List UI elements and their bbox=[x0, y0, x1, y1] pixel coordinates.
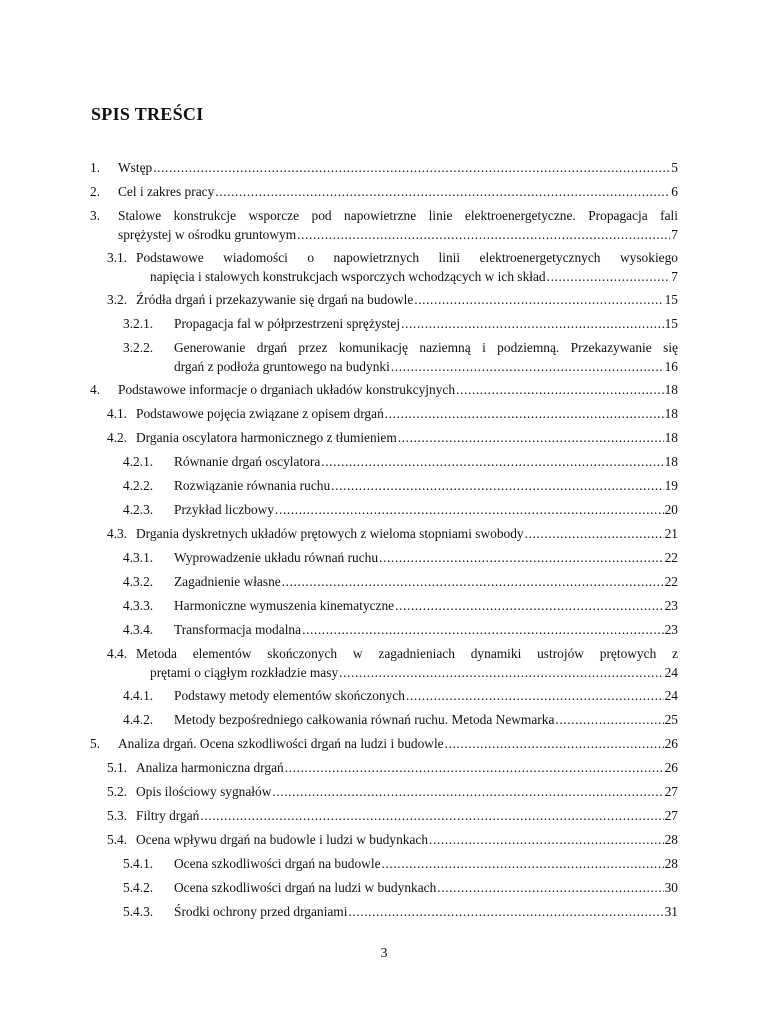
toc-entry-title: Transformacja modalna bbox=[174, 622, 302, 637]
dot-leader bbox=[153, 158, 670, 177]
toc-entry-title-line1: Metoda elementów skończonych w zagadnieniach dynamiki ustrojów prętowych z bbox=[136, 646, 678, 661]
toc-entry-number: 5.4.2. bbox=[123, 880, 154, 895]
toc-entry-title: Wyprowadzenie układu równań ruchu bbox=[174, 550, 379, 565]
toc-entry-number: 4.2.1. bbox=[123, 454, 154, 469]
toc-entry-title: Środki ochrony przed drganiami bbox=[174, 904, 348, 919]
toc-entry[interactable] bbox=[90, 428, 678, 447]
dot-leader bbox=[348, 902, 663, 921]
toc-entry-number: 5.4.3. bbox=[123, 904, 154, 919]
toc-entry-page: 15 bbox=[664, 292, 678, 307]
toc-entry-number: 5.2. bbox=[107, 784, 128, 799]
toc-entry-page: 18 bbox=[664, 382, 678, 397]
toc-entry-title: Drgania dyskretnych układów prętowych z wieloma stopniami swobody bbox=[136, 526, 524, 541]
toc-entry-page: 23 bbox=[664, 622, 678, 637]
toc-entry[interactable] bbox=[90, 686, 678, 705]
dot-leader bbox=[391, 357, 664, 376]
dot-leader bbox=[385, 404, 664, 423]
toc-entry[interactable] bbox=[90, 782, 678, 801]
dot-leader bbox=[382, 854, 664, 873]
toc-entry[interactable] bbox=[90, 248, 678, 286]
toc-entry[interactable] bbox=[90, 452, 678, 471]
dot-leader bbox=[331, 476, 663, 495]
toc-entry-page: 22 bbox=[664, 550, 678, 565]
toc-entry-title: Podstawowe informacje o drganiach układów konstrukcyjnych bbox=[118, 382, 456, 397]
toc-entry[interactable] bbox=[90, 710, 678, 729]
toc-entry-page: 19 bbox=[664, 478, 678, 493]
toc-entry-title: Metody bezpośredniego całkowania równań ruchu. Metoda Newmarka bbox=[174, 712, 555, 727]
toc-entry[interactable] bbox=[90, 206, 678, 244]
toc-entry[interactable] bbox=[90, 380, 678, 399]
toc-entry[interactable] bbox=[90, 644, 678, 682]
toc-entry-title: Analiza harmoniczna drgań bbox=[136, 760, 284, 775]
toc-entry-number: 4. bbox=[90, 382, 101, 397]
toc-entry-number: 4.3.2. bbox=[123, 574, 154, 589]
toc-entry-number: 3. bbox=[90, 208, 101, 223]
toc-title: SPIS TREŚCI bbox=[91, 104, 204, 124]
toc-entry[interactable] bbox=[90, 806, 678, 825]
toc-entry-number: 4.3. bbox=[107, 526, 128, 541]
toc-entry[interactable] bbox=[90, 830, 678, 849]
toc-entry-page: 18 bbox=[664, 406, 678, 421]
dot-leader bbox=[445, 734, 664, 753]
toc-entry-page: 23 bbox=[664, 598, 678, 613]
toc-entry[interactable] bbox=[90, 338, 678, 376]
toc-entry[interactable] bbox=[90, 572, 678, 591]
toc-entry-page: 6 bbox=[671, 184, 678, 199]
toc-entry-title: Ocena szkodliwości drgań na budowle bbox=[174, 856, 381, 871]
dot-leader bbox=[456, 380, 664, 399]
toc-entry[interactable] bbox=[90, 476, 678, 495]
toc-entry-page: 16 bbox=[664, 359, 678, 374]
toc-entry-number: 3.1. bbox=[107, 250, 128, 265]
toc-entry[interactable] bbox=[90, 404, 678, 423]
toc-entry-title-line1: Stalowe konstrukcje wsporcze pod napowietrzne linie elektroenergetyczne. Propagacja fali bbox=[118, 208, 678, 223]
dot-leader bbox=[215, 182, 670, 201]
toc-entry-page: 5 bbox=[671, 160, 678, 175]
toc-entry-title: Wstęp bbox=[118, 160, 153, 175]
toc-entry-page: 21 bbox=[664, 526, 678, 541]
toc-entry-title: Harmoniczne wymuszenia kinematyczne bbox=[174, 598, 395, 613]
toc-entry-title: Cel i zakres pracy bbox=[118, 184, 215, 199]
toc-entry-number: 4.2.2. bbox=[123, 478, 154, 493]
dot-leader bbox=[297, 225, 670, 244]
dot-leader bbox=[321, 452, 663, 471]
page-number: 3 bbox=[380, 946, 388, 961]
toc-entry-page: 26 bbox=[664, 736, 678, 751]
toc-entry-number: 3.2.1. bbox=[123, 316, 154, 331]
dot-leader bbox=[272, 782, 663, 801]
toc-entry-title-line1: Podstawowe wiadomości o napowietrznych linii elektroenergetycznych wysokiego bbox=[136, 250, 678, 265]
table-of-contents bbox=[90, 158, 678, 926]
toc-entry-page: 24 bbox=[664, 665, 678, 680]
toc-entry-title: Opis ilościowy sygnałów bbox=[136, 784, 272, 799]
toc-entry-page: 27 bbox=[664, 808, 678, 823]
toc-entry[interactable] bbox=[90, 500, 678, 519]
toc-entry-number: 4.3.4. bbox=[123, 622, 154, 637]
toc-entry-page: 7 bbox=[671, 269, 678, 284]
toc-entry-page: 27 bbox=[664, 784, 678, 799]
toc-entry-number: 4.3.3. bbox=[123, 598, 154, 613]
toc-entry-number: 5.1. bbox=[107, 760, 128, 775]
toc-entry-number: 5.4. bbox=[107, 832, 128, 847]
dot-leader bbox=[547, 267, 671, 286]
toc-entry-number: 4.3.1. bbox=[123, 550, 154, 565]
toc-entry[interactable] bbox=[90, 596, 678, 615]
toc-entry-page: 25 bbox=[664, 712, 678, 727]
dot-leader bbox=[285, 758, 664, 777]
toc-entry[interactable] bbox=[90, 878, 678, 897]
toc-entry[interactable] bbox=[90, 620, 678, 639]
toc-entry-page: 7 bbox=[671, 227, 678, 242]
toc-entry-page: 31 bbox=[664, 904, 678, 919]
toc-entry-number: 3.2.2. bbox=[123, 340, 154, 355]
toc-entry-number: 5. bbox=[90, 736, 101, 751]
toc-entry-page: 20 bbox=[664, 502, 678, 517]
toc-entry-number: 4.1. bbox=[107, 406, 128, 421]
dot-leader bbox=[395, 596, 664, 615]
toc-entry[interactable] bbox=[90, 854, 678, 873]
toc-entry-number: 4.4.2. bbox=[123, 712, 154, 727]
toc-entry-title: Równanie drgań oscylatora bbox=[174, 454, 321, 469]
dot-leader bbox=[406, 686, 664, 705]
toc-entry-title: Przykład liczbowy bbox=[174, 502, 275, 517]
toc-entry-title: Rozwiązanie równania ruchu bbox=[174, 478, 331, 493]
toc-entry[interactable] bbox=[90, 182, 678, 201]
dot-leader bbox=[429, 830, 664, 849]
toc-entry-number: 4.4.1. bbox=[123, 688, 154, 703]
toc-entry-title: Źródła drgań i przekazywanie się drgań na budowle bbox=[136, 292, 414, 307]
toc-entry[interactable] bbox=[90, 524, 678, 543]
dot-leader bbox=[401, 314, 664, 333]
toc-entry-title: Analiza drgań. Ocena szkodliwości drgań na ludzi i budowle bbox=[118, 736, 444, 751]
toc-entry-title: drgań z podłoża gruntowego na budynki bbox=[174, 359, 390, 374]
toc-entry-page: 26 bbox=[664, 760, 678, 775]
dot-leader bbox=[555, 710, 663, 729]
toc-entry-page: 18 bbox=[664, 454, 678, 469]
toc-entry[interactable] bbox=[90, 548, 678, 567]
dot-leader bbox=[414, 290, 663, 309]
dot-leader bbox=[275, 500, 664, 519]
toc-entry-page: 24 bbox=[664, 688, 678, 703]
toc-entry-number: 2. bbox=[90, 184, 101, 199]
toc-entry-title: Propagacja fal w półprzestrzeni sprężystej bbox=[174, 316, 401, 331]
toc-entry-page: 15 bbox=[664, 316, 678, 331]
dot-leader bbox=[339, 663, 663, 682]
dot-leader bbox=[398, 428, 664, 447]
toc-entry-title: Podstawowe pojęcia związane z opisem drgań bbox=[136, 406, 384, 421]
toc-entry-page: 30 bbox=[664, 880, 678, 895]
toc-entry-title: napięcia i stalowych konstrukcjach wsporczych wchodzących w ich skład bbox=[150, 269, 546, 284]
toc-entry-number: 4.2.3. bbox=[123, 502, 154, 517]
dot-leader bbox=[525, 524, 664, 543]
toc-entry-number: 5.3. bbox=[107, 808, 128, 823]
toc-entry[interactable] bbox=[90, 158, 678, 177]
toc-entry-number: 3.2. bbox=[107, 292, 128, 307]
toc-entry-page: 28 bbox=[664, 832, 678, 847]
toc-entry-title: Zagadnienie własne bbox=[174, 574, 281, 589]
toc-entry-page: 18 bbox=[664, 430, 678, 445]
toc-entry[interactable] bbox=[90, 902, 678, 921]
dot-leader bbox=[302, 620, 664, 639]
toc-entry-number: 4.4. bbox=[107, 646, 128, 661]
toc-entry-number: 1. bbox=[90, 160, 101, 175]
toc-entry-page: 22 bbox=[664, 574, 678, 589]
toc-entry-title: prętami o ciągłym rozkładzie masy bbox=[150, 665, 339, 680]
toc-entry-number: 4.2. bbox=[107, 430, 128, 445]
toc-entry-title: Ocena szkodliwości drgań na ludzi w budynkach bbox=[174, 880, 437, 895]
toc-entry-title: Podstawy metody elementów skończonych bbox=[174, 688, 405, 703]
dot-leader bbox=[379, 548, 664, 567]
toc-entry[interactable] bbox=[90, 290, 678, 309]
toc-entry-page: 28 bbox=[664, 856, 678, 871]
toc-entry[interactable] bbox=[90, 314, 678, 333]
toc-entry[interactable] bbox=[90, 758, 678, 777]
toc-entry-title: Filtry drgań bbox=[136, 808, 200, 823]
dot-leader bbox=[282, 572, 664, 591]
toc-entry-title: sprężystej w ośrodku gruntowym bbox=[118, 227, 297, 242]
toc-entry-title: Ocena wpływu drgań na budowle i ludzi w budynkach bbox=[136, 832, 429, 847]
toc-entry-number: 5.4.1. bbox=[123, 856, 154, 871]
toc-entry-title-line1: Generowanie drgań przez komunikację naziemną i podziemną. Przekazywanie się bbox=[174, 340, 678, 355]
dot-leader bbox=[200, 806, 663, 825]
toc-entry[interactable] bbox=[90, 734, 678, 753]
dot-leader bbox=[437, 878, 663, 897]
toc-entry-title: Drgania oscylatora harmonicznego z tłumieniem bbox=[136, 430, 397, 445]
